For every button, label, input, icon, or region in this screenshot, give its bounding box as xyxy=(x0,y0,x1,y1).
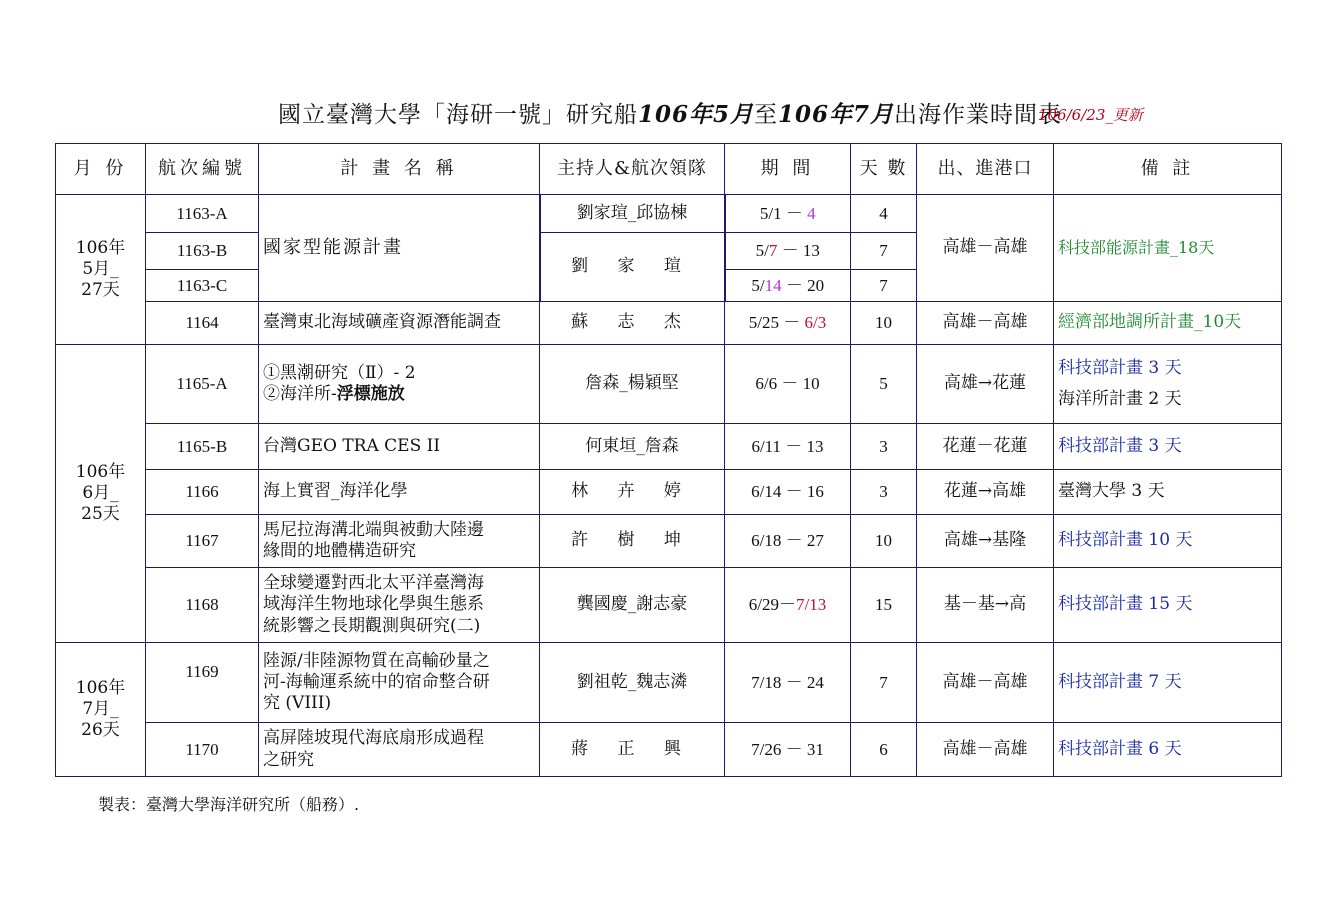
footer-note: 製表：臺灣大學海洋研究所（船務）. xyxy=(98,795,360,814)
note-cell: 科技部計畫 15 天 xyxy=(1054,568,1282,643)
note-cell: 科技部計畫 7 天 xyxy=(1054,643,1282,723)
voyage-cell: 1170 xyxy=(146,723,259,777)
note-cell: 科技部計畫 3 天 xyxy=(1054,424,1282,470)
port-cell: 花蓮－花蓮 xyxy=(917,424,1054,470)
voyage-cell: 1163-B xyxy=(146,233,259,270)
period-cell: 6/29－7/13 xyxy=(725,568,851,643)
days-cell: 3 xyxy=(851,424,917,470)
period-cell: 7/26 － 31 xyxy=(725,723,851,777)
days-cell: 15 xyxy=(851,568,917,643)
project-cell: 高屏陸坡現代海底扇形成過程 之研究 xyxy=(259,723,540,777)
days-cell: 7 xyxy=(851,643,917,723)
period-cell: 7/18 － 24 xyxy=(725,643,851,723)
note-cell: 科技部計畫 6 天 xyxy=(1054,723,1282,777)
period-cell: 5/1 － 4 xyxy=(725,195,851,233)
leader-cell: 何東垣_詹森 xyxy=(540,424,725,470)
header-voyage: 航次編號 xyxy=(146,144,259,195)
voyage-cell: 1167 xyxy=(146,515,259,568)
days-cell: 7 xyxy=(851,270,917,302)
days-cell: 5 xyxy=(851,345,917,424)
port-cell: 基－基→高 xyxy=(917,568,1054,643)
header-leader: 主持人&航次領隊 xyxy=(540,144,725,195)
leader-cell: 劉 家 瑄 xyxy=(540,233,725,302)
note-cell: 科技部能源計畫_18天 xyxy=(1054,195,1282,302)
project-cell: 馬尼拉海溝北端與被動大陸邊 緣間的地體構造研究 xyxy=(259,515,540,568)
header-month: 月 份 xyxy=(56,144,146,195)
period-cell: 5/7 － 13 xyxy=(725,233,851,270)
leader-cell: 劉祖乾_魏志潾 xyxy=(540,643,725,723)
table-row xyxy=(56,345,1282,424)
table-row xyxy=(56,643,1282,723)
voyage-cell: 1166 xyxy=(146,470,259,515)
project-cell: 海上實習_海洋化學 xyxy=(259,470,540,515)
period-cell: 5/14 － 20 xyxy=(725,270,851,302)
note-cell: 科技部計畫 10 天 xyxy=(1054,515,1282,568)
schedule-table xyxy=(55,143,1282,777)
header-port: 出、進港口 xyxy=(917,144,1054,195)
table-row xyxy=(56,470,1282,515)
header-days: 天 數 xyxy=(851,144,917,195)
note-cell: 臺灣大學 3 天 xyxy=(1054,470,1282,515)
leader-cell: 龔國慶_謝志豪 xyxy=(540,568,725,643)
page-title: 國立臺灣大學「海研一號」研究船106年5月至106年7月出海作業時間表 xyxy=(277,101,1063,128)
table-row xyxy=(56,723,1282,777)
table-row xyxy=(56,515,1282,568)
period-cell: 6/11 － 13 xyxy=(725,424,851,470)
month-cell-june: 106年 6月_ 25天 xyxy=(56,345,146,643)
days-cell: 3 xyxy=(851,470,917,515)
leader-cell: 詹森_楊穎堅 xyxy=(540,345,725,424)
note-cell: 科技部計畫 3 天 海洋所計畫 2 天 xyxy=(1054,345,1282,424)
project-cell: 全球變遷對西北太平洋臺灣海 域海洋生物地球化學與生態系 統影響之長期觀測與研究(二) xyxy=(259,568,540,643)
header-row xyxy=(56,144,1282,195)
port-cell: 花蓮→高雄 xyxy=(917,470,1054,515)
voyage-cell: 1169 xyxy=(146,643,259,723)
table-row xyxy=(56,195,1282,233)
port-cell: 高雄－高雄 xyxy=(917,195,1054,302)
days-cell: 4 xyxy=(851,195,917,233)
header-note: 備 註 xyxy=(1054,144,1282,195)
voyage-cell: 1163-C xyxy=(146,270,259,302)
table-row xyxy=(56,424,1282,470)
project-cell: ①黑潮研究（Ⅱ）- 2 ②海洋所-浮標施放 xyxy=(259,345,540,424)
leader-cell: 蘇 志 杰 xyxy=(540,302,725,345)
leader-cell: 劉家瑄_邱協棟 xyxy=(540,195,725,233)
period-cell: 6/18 － 27 xyxy=(725,515,851,568)
table-row xyxy=(56,568,1282,643)
period-cell: 6/6 － 10 xyxy=(725,345,851,424)
project-cell: 台灣GEO TRA CES II xyxy=(259,424,540,470)
leader-cell: 蔣 正 興 xyxy=(540,723,725,777)
days-cell: 10 xyxy=(851,302,917,345)
voyage-cell: 1163-A xyxy=(146,195,259,233)
note-cell: 經濟部地調所計畫_10天 xyxy=(1054,302,1282,345)
voyage-cell: 1165-A xyxy=(146,345,259,424)
leader-cell: 許 樹 坤 xyxy=(540,515,725,568)
table-row xyxy=(56,302,1282,345)
header-period: 期 間 xyxy=(725,144,851,195)
project-cell: 國家型能源計畫 xyxy=(259,195,540,302)
month-cell-may: 106年 5月_ 27天 xyxy=(56,195,146,345)
port-cell: 高雄－高雄 xyxy=(917,302,1054,345)
days-cell: 7 xyxy=(851,233,917,270)
update-date: 106/6/23_更新 xyxy=(1038,106,1143,124)
voyage-cell: 1168 xyxy=(146,568,259,643)
port-cell: 高雄→花蓮 xyxy=(917,345,1054,424)
header-project: 計 畫 名 稱 xyxy=(259,144,540,195)
days-cell: 10 xyxy=(851,515,917,568)
project-cell: 陸源/非陸源物質在高輸砂量之 河-海輸運系統中的宿命整合研 究 (VIII) xyxy=(259,643,540,723)
month-cell-july: 106年 7月_ 26天 xyxy=(56,643,146,777)
period-cell: 5/25 － 6/3 xyxy=(725,302,851,345)
voyage-cell: 1164 xyxy=(146,302,259,345)
port-cell: 高雄→基隆 xyxy=(917,515,1054,568)
period-cell: 6/14 － 16 xyxy=(725,470,851,515)
voyage-cell: 1165-B xyxy=(146,424,259,470)
leader-cell: 林 卉 婷 xyxy=(540,470,725,515)
port-cell: 高雄－高雄 xyxy=(917,723,1054,777)
project-cell: 臺灣東北海域礦產資源潛能調查 xyxy=(259,302,540,345)
days-cell: 6 xyxy=(851,723,917,777)
port-cell: 高雄－高雄 xyxy=(917,643,1054,723)
